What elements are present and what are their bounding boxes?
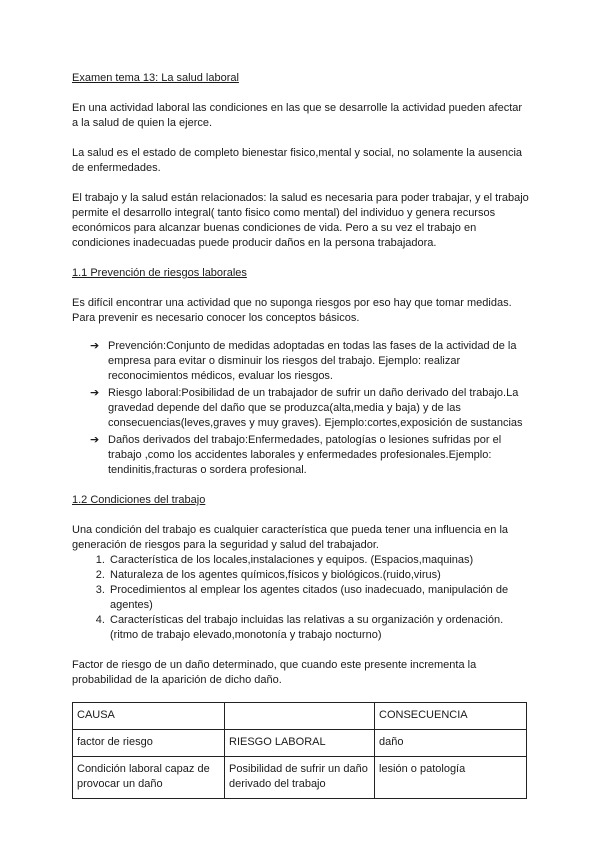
list-item-text: Riesgo laboral:Posibilidad de un trabajador de sufrir un daño derivado del trabajo.La gravedad depende del daño que se produzca(alta,media y baja) y de las consecuencias(leves,graves y muy graves). Ejemplo:cortes,exposición de sustancias (108, 387, 523, 429)
intro-paragraph-2: La salud es el estado de completo bienestar fisico,mental y social, no solamente la ausencia de enfermedades. (72, 147, 523, 174)
section-2-heading: 1.2 Condiciones del trabajo (72, 494, 206, 506)
list-item (90, 386, 530, 431)
table-cell: Posibilidad de sufrir un daño derivado del trabajo (225, 757, 375, 799)
arrow-icon: ➔ (90, 387, 100, 399)
list-item: 1. Característica de los locales,instalaciones y equipos. (Espacios,maquinas) (108, 553, 530, 568)
list-item: 2. Naturaleza de los agentes químicos,físicos y biológicos.(ruido,virus) (108, 568, 530, 583)
list-item: 3. Procedimientos al emplear los agentes citados (uso inadecuado, manipulación de agentes) (108, 583, 530, 613)
arrow-icon: ➔ (90, 434, 100, 446)
section-1-paragraph: Es difícil encontrar una actividad que no suponga riesgos por eso hay que tomar medidas. Para prevenir es necesario conocer los conceptos básicos. (72, 297, 512, 324)
list-item-text: Prevención:Conjunto de medidas adoptadas en todas las fases de la actividad de la empresa para evitar o disminuir los riesgos del trabajo. Ejemplo: realizar reconocimientos médicos, evaluar los riesgos. (108, 340, 517, 382)
table-cell: factor de riesgo (73, 730, 225, 757)
table-cell: lesión o patología (375, 757, 527, 799)
section-2-paragraph: Una condición del trabajo es cualquier característica que pueda tener una influencia en la generación de riesgos para la seguridad y salud del trabajador. (72, 524, 509, 551)
list-item (90, 339, 530, 384)
intro-paragraph-3: El trabajo y la salud están relacionados: la salud es necesaria para poder trabajar, y el trabajo permite el desarrollo integral( tanto fisico como mental) del individuo y genera recursos económicos para alcanzar buenas condiciones de vida. Pero a su vez el trabajo en condiciones inadecuadas puede producir daños en la persona trabajadora. (72, 192, 529, 249)
table-cell: RIESGO LABORAL (225, 730, 375, 757)
table-cell: CONSECUENCIA (375, 703, 527, 730)
arrow-icon: ➔ (90, 340, 100, 352)
table-cell: daño (375, 730, 527, 757)
concepts-list (72, 339, 530, 478)
table-cell: CAUSA (73, 703, 225, 730)
intro-paragraph-1: En una actividad laboral las condiciones en las que se desarrolle la actividad pueden afectar a la salud de quien la ejerce. (72, 102, 523, 129)
document-body (72, 71, 530, 799)
risk-table (72, 702, 527, 799)
closing-paragraph: Factor de riesgo de un daño determinado, que cuando este presente incrementa la probabilidad de la aparición de dicho daño. (72, 659, 477, 686)
conditions-list (72, 553, 530, 643)
list-item (90, 433, 530, 478)
list-item-text: Daños derivados del trabajo:Enfermedades, patologías o lesiones sufridas por el trabajo ,como los accidentes laborales y enfermedades profesionales.Ejemplo: tendinitis,fracturas o sordera profesional. (108, 434, 502, 476)
table-cell (225, 703, 375, 730)
document-title: Examen tema 13: La salud laboral (72, 72, 239, 84)
section-1-heading: 1.1 Prevención de riesgos laborales (72, 267, 247, 279)
table-row (73, 730, 527, 757)
table-cell: Condición laboral capaz de provocar un daño (73, 757, 225, 799)
list-item: 4. Características del trabajo incluidas las relativas a su organización y ordenación. (ritmo de trabajo elevado,monotonía y trabajo nocturno) (108, 613, 530, 643)
table-row (73, 703, 527, 730)
table-row (73, 757, 527, 799)
